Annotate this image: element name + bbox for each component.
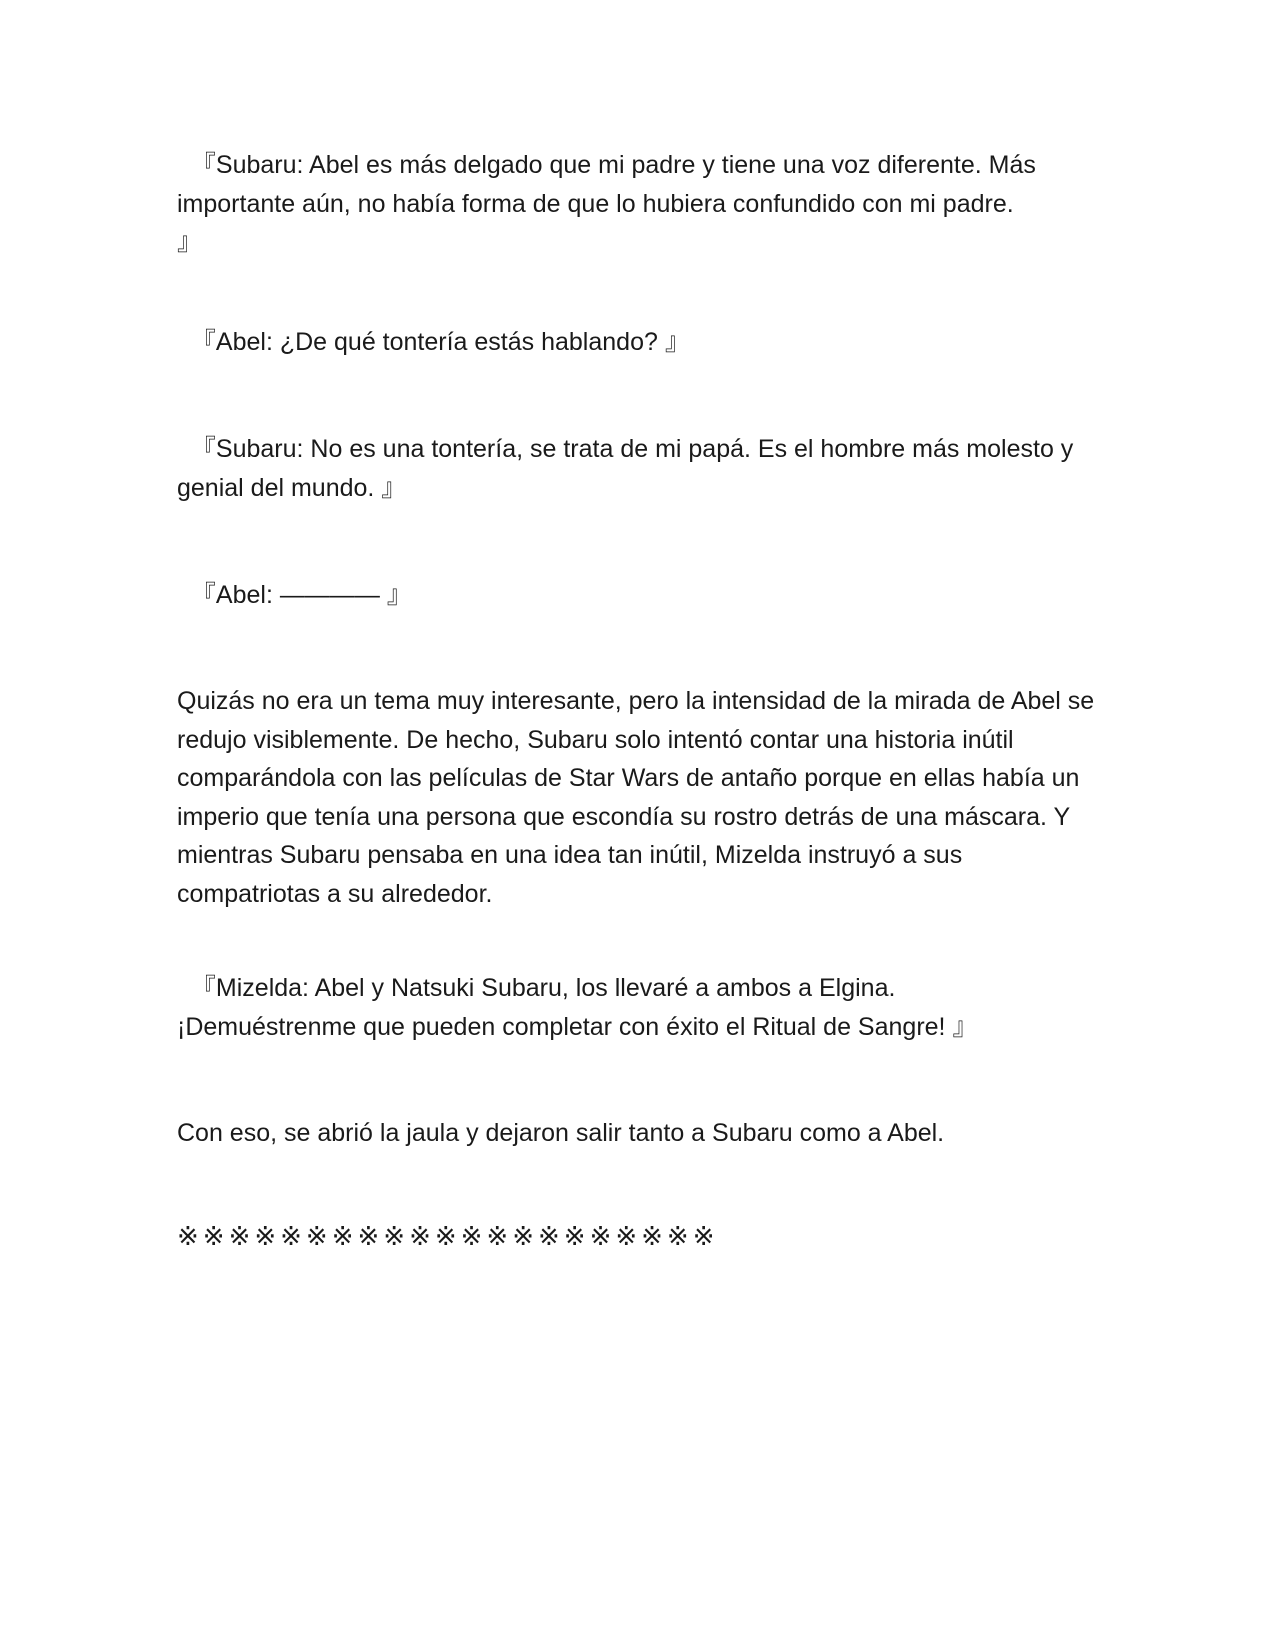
narration-paragraph-2: Con eso, se abrió la jaula y dejaron salir tanto a Subaru como a Abel. [177, 1119, 945, 1147]
dialogue-subaru-2: 『Subaru: No es una tontería, se trata de mi papá. Es el hombre más molesto y genial del mundo. 』 [177, 435, 1081, 502]
dialogue-abel-1: 『Abel: ¿De qué tontería estás hablando? 』 [177, 328, 690, 356]
dialogue-subaru-1: 『Subaru: Abel es más delgado que mi padre y tiene una voz diferente. Más importante aún, no había forma de que lo hubiera confundido con mi padre. 』 [177, 151, 1036, 256]
dialogue-abel-2: 『Abel: ———— 』 [177, 581, 412, 609]
dialogue-mizelda: 『Mizelda: Abel y Natsuki Subaru, los llevaré a ambos a Elgina. ¡Demuéstrenme que pueden completar con éxito el Ritual de Sangre! 』 [177, 974, 978, 1041]
narration-paragraph-1: Quizás no era un tema muy interesante, pero la intensidad de la mirada de Abel se redujo visiblemente. De hecho, Subaru solo intentó contar una historia inútil comparándola con las películas de Star Wars de antaño porque en ellas había un imperio que tenía una persona que escondía su rostro detrás de una máscara. Y mientras Subaru pensaba en una idea tan inútil, Mizelda instruyó a sus compatriotas a su alrededor. [177, 687, 1102, 908]
scene-break-separator: ※※※※※※※※※※※※※※※※※※※※※ [177, 1222, 719, 1252]
